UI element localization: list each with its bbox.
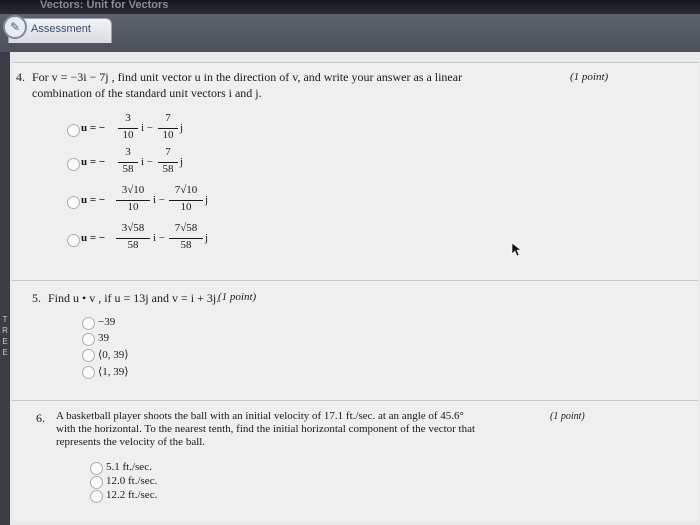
q4-b-end: j: [180, 156, 184, 168]
q4-d-den-2: 58: [180, 239, 192, 251]
q6-option-b-label: 12.0 ft./sec.: [106, 475, 158, 487]
q5-option-b-label: 39: [98, 332, 109, 344]
mouse-pointer-icon: [512, 243, 522, 257]
q4-b-mid: i −: [141, 156, 154, 168]
q4-c-lhs: u = −: [81, 194, 106, 206]
q4-option-a-radio[interactable]: [67, 124, 80, 137]
q4-b-lhs: u = −: [81, 156, 106, 168]
q4-option-a[interactable]: [67, 112, 207, 145]
question-4-line-2: combination of the standard unit vectors i and j.: [32, 86, 262, 100]
q4-d-den-1: 58: [127, 239, 139, 251]
q4-option-d[interactable]: [67, 222, 227, 255]
q4-a-lhs: u = −: [81, 122, 106, 134]
q5-option-a-radio[interactable]: [82, 317, 95, 330]
q5-option-a-label: −39: [98, 316, 116, 328]
window-title-strip: Vectors: Unit for Vectors: [0, 0, 700, 14]
q4-d-lhs: u = −: [81, 232, 106, 244]
question-6-panel: [12, 400, 698, 521]
assessment-icon: ✎: [3, 15, 27, 39]
question-6-points: (1 point): [550, 411, 585, 422]
q6-option-c-radio[interactable]: [90, 490, 103, 503]
tab-assessment-label: Assessment: [31, 23, 91, 35]
question-5-panel: [12, 280, 698, 401]
tab-assessment[interactable]: [8, 18, 112, 43]
question-5-number: 5.: [32, 291, 41, 305]
question-4-points: (1 point): [570, 71, 609, 83]
question-4-panel: [12, 62, 698, 281]
question-6-line-3: represents the velocity of the ball.: [56, 436, 206, 448]
assessment-content: [10, 52, 700, 525]
q4-d-end: j: [205, 232, 209, 244]
q6-option-b-radio[interactable]: [90, 476, 103, 489]
q4-b-num-1: 3: [125, 146, 131, 158]
question-5-points: (1 point): [218, 291, 257, 303]
q4-a-mid: i −: [141, 122, 154, 134]
q4-b-den-1: 58: [122, 163, 134, 175]
q4-c-den-2: 10: [180, 201, 192, 213]
q6-option-a-label: 5.1 ft./sec.: [106, 461, 152, 473]
q4-c-mid: i −: [153, 194, 166, 206]
question-5-text: Find u • v , if u = 13j and v = i + 3j.: [48, 291, 220, 305]
q4-option-d-radio[interactable]: [67, 234, 80, 247]
sidebar-letter: R: [2, 326, 8, 335]
q6-option-a-radio[interactable]: [90, 462, 103, 475]
question-6-number: 6.: [36, 411, 45, 425]
q4-a-end: j: [180, 122, 184, 134]
q4-d-num-2: 7√58: [174, 222, 198, 234]
q4-b-num-2: 7: [165, 146, 171, 158]
q4-a-num-2: 7: [165, 112, 171, 124]
q4-d-num-1: 3√58: [121, 222, 145, 234]
q4-option-b-radio[interactable]: [67, 158, 80, 171]
q4-c-den-1: 10: [127, 201, 139, 213]
q4-d-mid: i −: [153, 232, 166, 244]
q4-a-den-1: 10: [122, 129, 134, 141]
q4-option-b[interactable]: [67, 146, 207, 179]
q5-option-c-label: ⟨0, 39⟩: [98, 349, 129, 361]
q5-option-d-radio[interactable]: [82, 366, 95, 379]
q4-option-c-radio[interactable]: [67, 196, 80, 209]
q4-b-den-2: 58: [162, 163, 174, 175]
question-6-line-1: A basketball player shoots the ball with an initial velocity of 17.1 ft./sec. at an angle of 45.6°: [56, 410, 464, 422]
question-4-line-1: For v = −3i − 7j , find unit vector u in the direction of v, and write your answer as a linear: [32, 70, 463, 84]
q4-c-num-1: 3√10: [121, 184, 145, 196]
q4-c-end: j: [205, 194, 209, 206]
q4-a-num-1: 3: [125, 112, 131, 124]
q4-c-num-2: 7√10: [174, 184, 198, 196]
q5-option-c-radio[interactable]: [82, 349, 95, 362]
q5-option-d-label: ⟨1, 39⟩: [98, 366, 129, 378]
sidebar-letter: E: [2, 348, 8, 357]
sidebar-letter: T: [2, 315, 8, 324]
q4-option-c[interactable]: [67, 184, 227, 217]
question-4-text: [32, 69, 572, 101]
q6-option-c-label: 12.2 ft./sec.: [106, 489, 158, 501]
q4-a-den-2: 10: [162, 129, 174, 141]
question-4-number: 4.: [16, 70, 25, 84]
left-sidebar: [0, 52, 10, 525]
question-6-line-2: with the horizontal. To the nearest tenth, find the initial horizontal component of the vector that: [56, 423, 476, 435]
tab-bar: [0, 14, 700, 52]
sidebar-letter: E: [2, 337, 8, 346]
question-6-text: [56, 410, 556, 449]
q5-option-b-radio[interactable]: [82, 333, 95, 346]
